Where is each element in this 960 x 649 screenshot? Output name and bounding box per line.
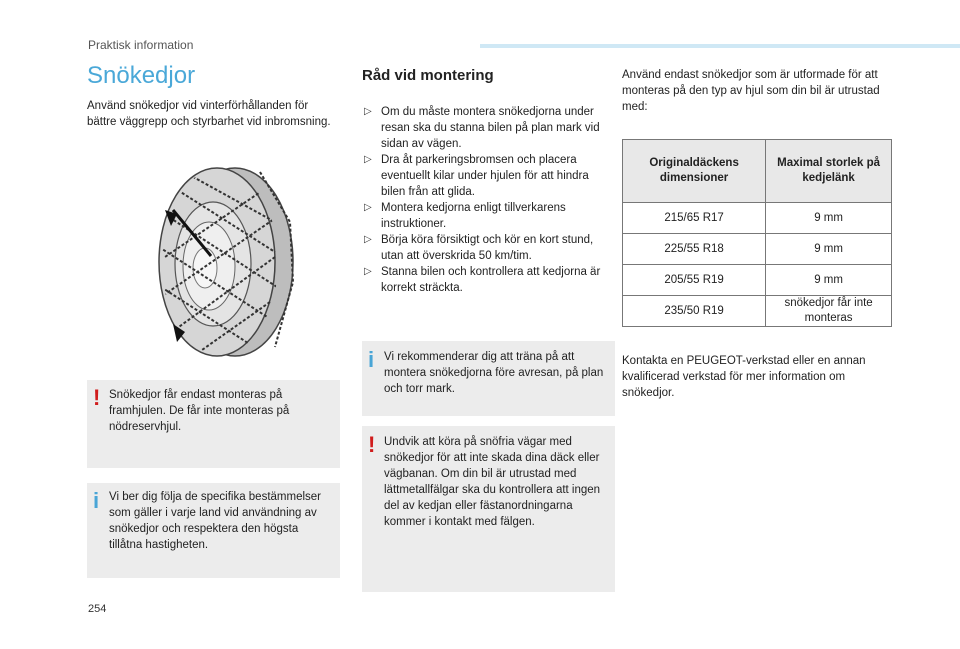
list-item bbox=[364, 152, 614, 200]
intro-paragraph: Använd snökedjor vid vinterförhållanden för bättre väggrepp och styrbarhet vid inbromsning. bbox=[87, 100, 331, 128]
table-cell: 9 mm bbox=[766, 265, 892, 296]
table-row bbox=[623, 203, 892, 234]
arrow-bullet-icon: ▷ bbox=[364, 202, 372, 213]
chain-compatibility-intro: Använd endast snökedjor som är utformade för att monteras på den typ av hjul som din bil är utrustad med: bbox=[622, 69, 880, 113]
step-text: Börja köra försiktigt och kör en kort stund, utan att överskrida 50 km/tim. bbox=[381, 234, 594, 262]
step-text: Stanna bilen och kontrollera att kedjorna är korrekt sträckta. bbox=[381, 266, 601, 294]
contact-workshop-paragraph: Kontakta en PEUGEOT-verkstad eller en annan kvalificerad verkstad för mer information om snökedjor. bbox=[622, 355, 866, 399]
list-item bbox=[364, 232, 614, 264]
mounting-steps-list bbox=[364, 104, 614, 296]
table-cell: 9 mm bbox=[766, 234, 892, 265]
table-cell: 215/65 R17 bbox=[623, 203, 766, 234]
column-header: Originaldäckens dimensioner bbox=[623, 140, 766, 203]
info-rules-text: Vi ber dig följa de specifika bestämmelser som gäller i varje land vid användning av snökedjor och respektera den högsta tillåtna hastigheten. bbox=[109, 491, 322, 551]
table-cell: 235/50 R19 bbox=[623, 296, 766, 327]
page-number: 254 bbox=[88, 603, 107, 615]
table-cell: 205/55 R19 bbox=[623, 265, 766, 296]
info-icon: i bbox=[93, 488, 100, 513]
table-cell: 9 mm bbox=[766, 203, 892, 234]
mounting-advice-heading: Råd vid montering bbox=[362, 67, 494, 84]
warning-roads-text: Undvik att köra på snöfria vägar med snökedjor för att inte skada dina däck eller vägbanan. Om din bil är utrustad med lättmetallfälgar ska du kontrollera att ingen del av kedjan eller fästanordningarna kommer i kontakt med fälgen. bbox=[384, 436, 601, 528]
info-rules-box bbox=[87, 483, 340, 578]
list-item bbox=[364, 200, 614, 232]
tyre-chain-table bbox=[622, 139, 892, 327]
page-title: Snökedjor bbox=[87, 62, 196, 89]
column-header: Maximal storlek på kedjelänk bbox=[766, 140, 892, 203]
table-row bbox=[623, 234, 892, 265]
step-text: Dra åt parkeringsbromsen och placera eventuellt kilar under hjulen för att hindra bilen från att glida. bbox=[381, 154, 589, 198]
warning-roads-box bbox=[362, 426, 615, 592]
table-cell: 225/55 R18 bbox=[623, 234, 766, 265]
info-practice-text: Vi rekommenderar dig att träna på att montera snökedjorna före avresan, på plan och torr mark. bbox=[384, 351, 604, 395]
table-header-row bbox=[623, 140, 892, 203]
arrow-bullet-icon: ▷ bbox=[364, 266, 372, 277]
table-cell: snökedjor får inte monteras bbox=[766, 296, 892, 327]
warning-front-wheels-box bbox=[87, 380, 340, 468]
list-item bbox=[364, 264, 614, 296]
step-text: Om du måste montera snökedjorna under resan ska du stanna bilen på plan mark vid sidan av vägen. bbox=[381, 106, 600, 150]
arrow-bullet-icon: ▷ bbox=[364, 106, 372, 117]
section-label: Praktisk information bbox=[88, 38, 194, 52]
warning-icon: ! bbox=[93, 385, 101, 410]
list-item bbox=[364, 104, 614, 152]
table-row bbox=[623, 265, 892, 296]
table-row bbox=[623, 296, 892, 327]
step-text: Montera kedjorna enligt tillverkarens instruktioner. bbox=[381, 202, 566, 230]
warning-icon: ! bbox=[368, 432, 376, 457]
header-accent-bar bbox=[480, 44, 960, 48]
info-practice-box bbox=[362, 341, 615, 416]
snow-chain-wheel-illustration bbox=[125, 162, 305, 362]
warning-front-wheels-text: Snökedjor får endast monteras på framhjulen. De får inte monteras på nödreservhjul. bbox=[109, 389, 290, 433]
arrow-bullet-icon: ▷ bbox=[364, 154, 372, 165]
info-icon: i bbox=[368, 347, 375, 372]
arrow-bullet-icon: ▷ bbox=[364, 234, 372, 245]
